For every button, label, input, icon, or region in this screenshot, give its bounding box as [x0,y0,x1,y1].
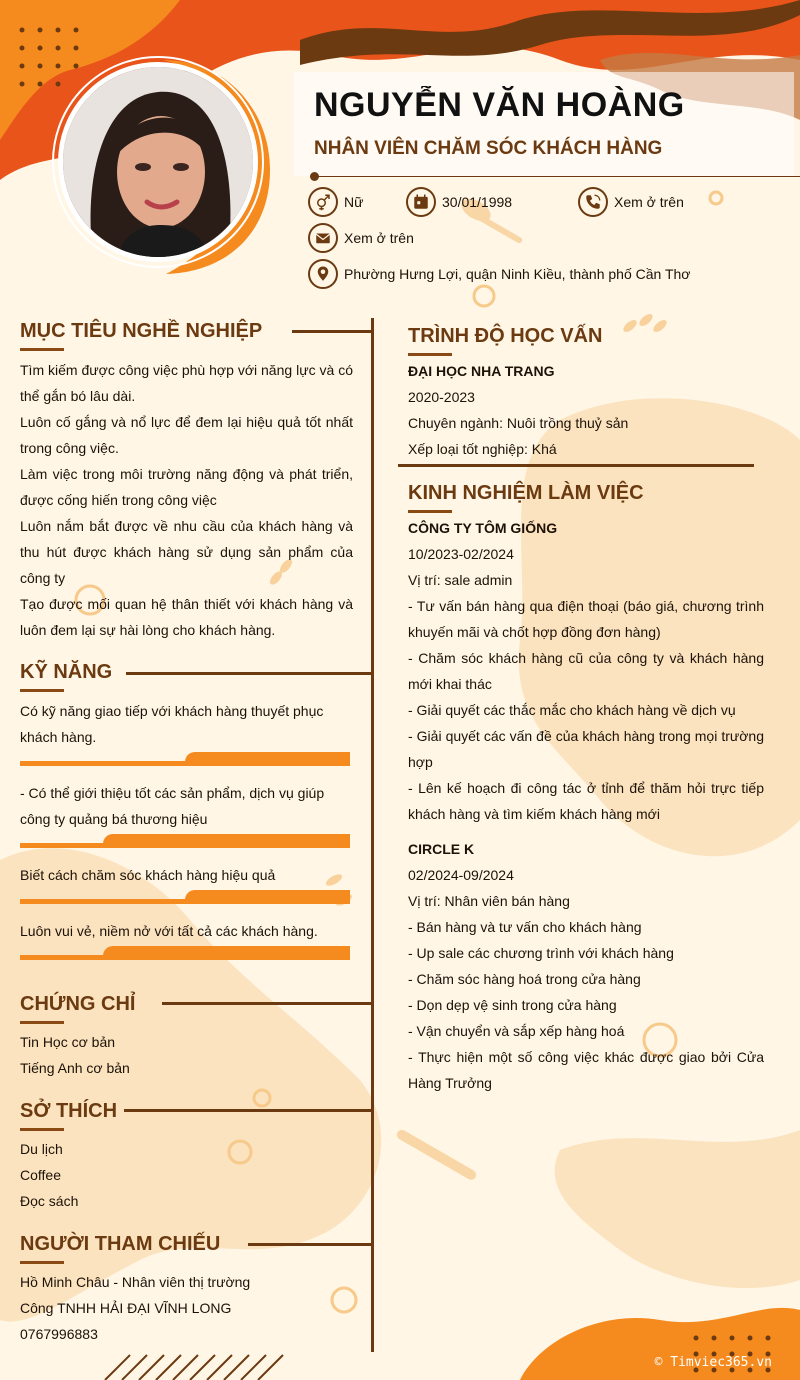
career-goal-text [20,357,353,643]
certificates-rule [162,1002,374,1005]
job-period: 02/2024-09/2024 [408,867,514,883]
portrait-photo-icon [63,67,253,257]
certificates-list [20,1029,350,1081]
job-duty: - Chăm sóc khách hàng cũ của công ty và khách hàng mới khai thác [408,650,764,692]
phone-value: Xem ở trên [614,194,684,210]
job-duty: - Up sale các chương trình với khách hàng [408,945,674,961]
hobby-item: Đọc sách [20,1193,79,1209]
job-duty: - Lên kế hoạch đi công tác ở tỉnh để thăm hỏi trực tiếp khách hàng và tìm kiếm khách hàng mới [408,780,764,822]
hobbies-rule [124,1109,374,1112]
career-goal-paragraph: Tìm kiếm được công việc phù hợp với năng lực và có thể gắn bó lâu dài. [20,362,353,404]
skill-bar-fill [185,890,350,904]
avatar-container [58,62,258,262]
phone-icon [578,187,608,217]
references-underline [20,1261,64,1264]
calendar-icon [406,187,436,217]
experience-underline [408,510,452,513]
watermark: © Timviec365.vn [654,1355,772,1370]
gender-info [308,187,363,217]
skill-level-bar [20,946,350,960]
reference-item: Công TNHH HẢI ĐẠI VĨNH LONG [20,1300,232,1316]
reference-item: 0767996883 [20,1326,98,1342]
skill-text: - Có thể giới thiệu tốt các sản phẩm, dịch vụ giúp công ty quảng bá thương hiệu [20,785,325,827]
company-name: CÔNG TY TÔM GIỐNG [408,520,558,536]
certificate-item: Tiếng Anh cơ bản [20,1060,130,1076]
company-name: CIRCLE K [408,841,475,857]
address-value: Phường Hưng Lợi, quận Ninh Kiều, thành phố Cần Thơ [344,266,691,282]
job-duty: - Giải quyết các vấn đề của khách hàng trong mọi trường hợp [408,728,764,770]
skill-level-bar [20,890,350,904]
education-title: TRÌNH ĐỘ HỌC VẤN [408,325,603,347]
skill-bar-fill [103,946,351,960]
skill-level-bar [20,834,350,848]
email-icon [308,223,338,253]
career-goal-paragraph: Làm việc trong môi trường năng động và phát triển, được cống hiến trong công việc [20,466,353,508]
education-grade: Xếp loại tốt nghiệp: Khá [408,441,557,457]
education-period: 2020-2023 [408,389,475,405]
phone-info[interactable] [578,187,684,217]
experience-job-2 [408,836,764,1096]
birthday-value: 30/01/1998 [442,194,513,210]
job-duty: - Chăm sóc hàng hoá trong cửa hàng [408,971,641,987]
skills-underline [20,689,64,692]
skills-rule [126,672,374,675]
skill-level-bar [20,752,350,766]
job-duty: - Tư vấn bán hàng qua điện thoại (báo giá, chương trình khuyến mãi và chốt hợp đồng đơn hàng) [408,598,764,640]
column-divider [371,318,374,1352]
job-duty: - Bán hàng và tư vấn cho khách hàng [408,919,642,935]
hobbies-underline [20,1128,64,1131]
job-title: NHÂN VIÊN CHĂM SÓC KHÁCH HÀNG [314,138,663,159]
career-goal-title: MỤC TIÊU NGHỀ NGHIỆP [20,320,263,342]
gender-icon [308,187,338,217]
address-info [308,259,690,289]
location-pin-icon [308,259,338,289]
skills-title: KỸ NĂNG [20,661,113,683]
education-details [408,358,768,462]
hobby-item: Du lịch [20,1141,63,1157]
title-divider [314,176,800,177]
job-duty: - Giải quyết các thắc mắc cho khách hàng về dịch vụ [408,702,736,718]
hobby-item: Coffee [20,1167,61,1183]
email-info[interactable] [308,223,414,253]
certificates-underline [20,1021,64,1024]
gender-value: Nữ [344,194,364,210]
skill-bar-fill [103,834,351,848]
reference-item: Hồ Minh Châu - Nhân viên thị trường [20,1274,251,1290]
certificates-title: CHỨNG CHỈ [20,993,136,1015]
education-rule [398,464,754,467]
career-goal-underline [20,348,64,351]
job-duty: - Dọn dẹp vệ sinh trong cửa hàng [408,997,617,1013]
job-duty: - Thực hiện một số công việc khác được giao bởi Cửa Hàng Trưởng [408,1049,764,1091]
education-major: Chuyên ngành: Nuôi trồng thuỷ sản [408,415,629,431]
hobbies-list [20,1136,350,1214]
job-position: Vị trí: sale admin [408,572,513,588]
job-duty: - Vận chuyển và sắp xếp hàng hoá [408,1023,625,1039]
certificate-item: Tin Học cơ bản [20,1034,116,1050]
career-goal-paragraph: Luôn nắm bắt được về nhu cầu của khách hàng và thu hút được khách hàng sử dụng sản phẩm của công ty [20,518,353,586]
job-period: 10/2023-02/2024 [408,546,514,562]
references-list [20,1269,360,1347]
education-underline [408,353,452,356]
job-position: Vị trí: Nhân viên bán hàng [408,893,570,909]
career-goal-paragraph: Luôn cố gắng và nổ lực để đem lại hiệu quả tốt nhất trong công việc. [20,414,353,456]
skill-bar-fill [185,752,350,766]
email-value: Xem ở trên [344,230,414,246]
career-goal-rule [292,330,374,333]
school-name: ĐẠI HỌC NHA TRANG [408,363,555,379]
skill-text: Biết cách chăm sóc khách hàng hiệu quả [20,867,276,883]
references-rule [248,1243,374,1246]
avatar [58,62,258,262]
hobbies-title: SỞ THÍCH [20,1100,118,1122]
references-title: NGƯỜI THAM CHIẾU [20,1233,221,1255]
birthday-info [406,187,512,217]
full-name: NGUYỄN VĂN HOÀNG [314,86,685,124]
experience-title: KINH NGHIỆM LÀM VIỆC [408,482,644,504]
skill-text: Luôn vui vẻ, niềm nở với tất cả các khách hàng. [20,923,318,939]
skill-text: Có kỹ năng giao tiếp với khách hàng thuyết phục khách hàng. [20,703,324,745]
experience-job-1 [408,515,764,827]
career-goal-paragraph: Tạo được mối quan hệ thân thiết với khách hàng và luôn đem lại sự hài lòng cho khách hàng. [20,596,353,638]
